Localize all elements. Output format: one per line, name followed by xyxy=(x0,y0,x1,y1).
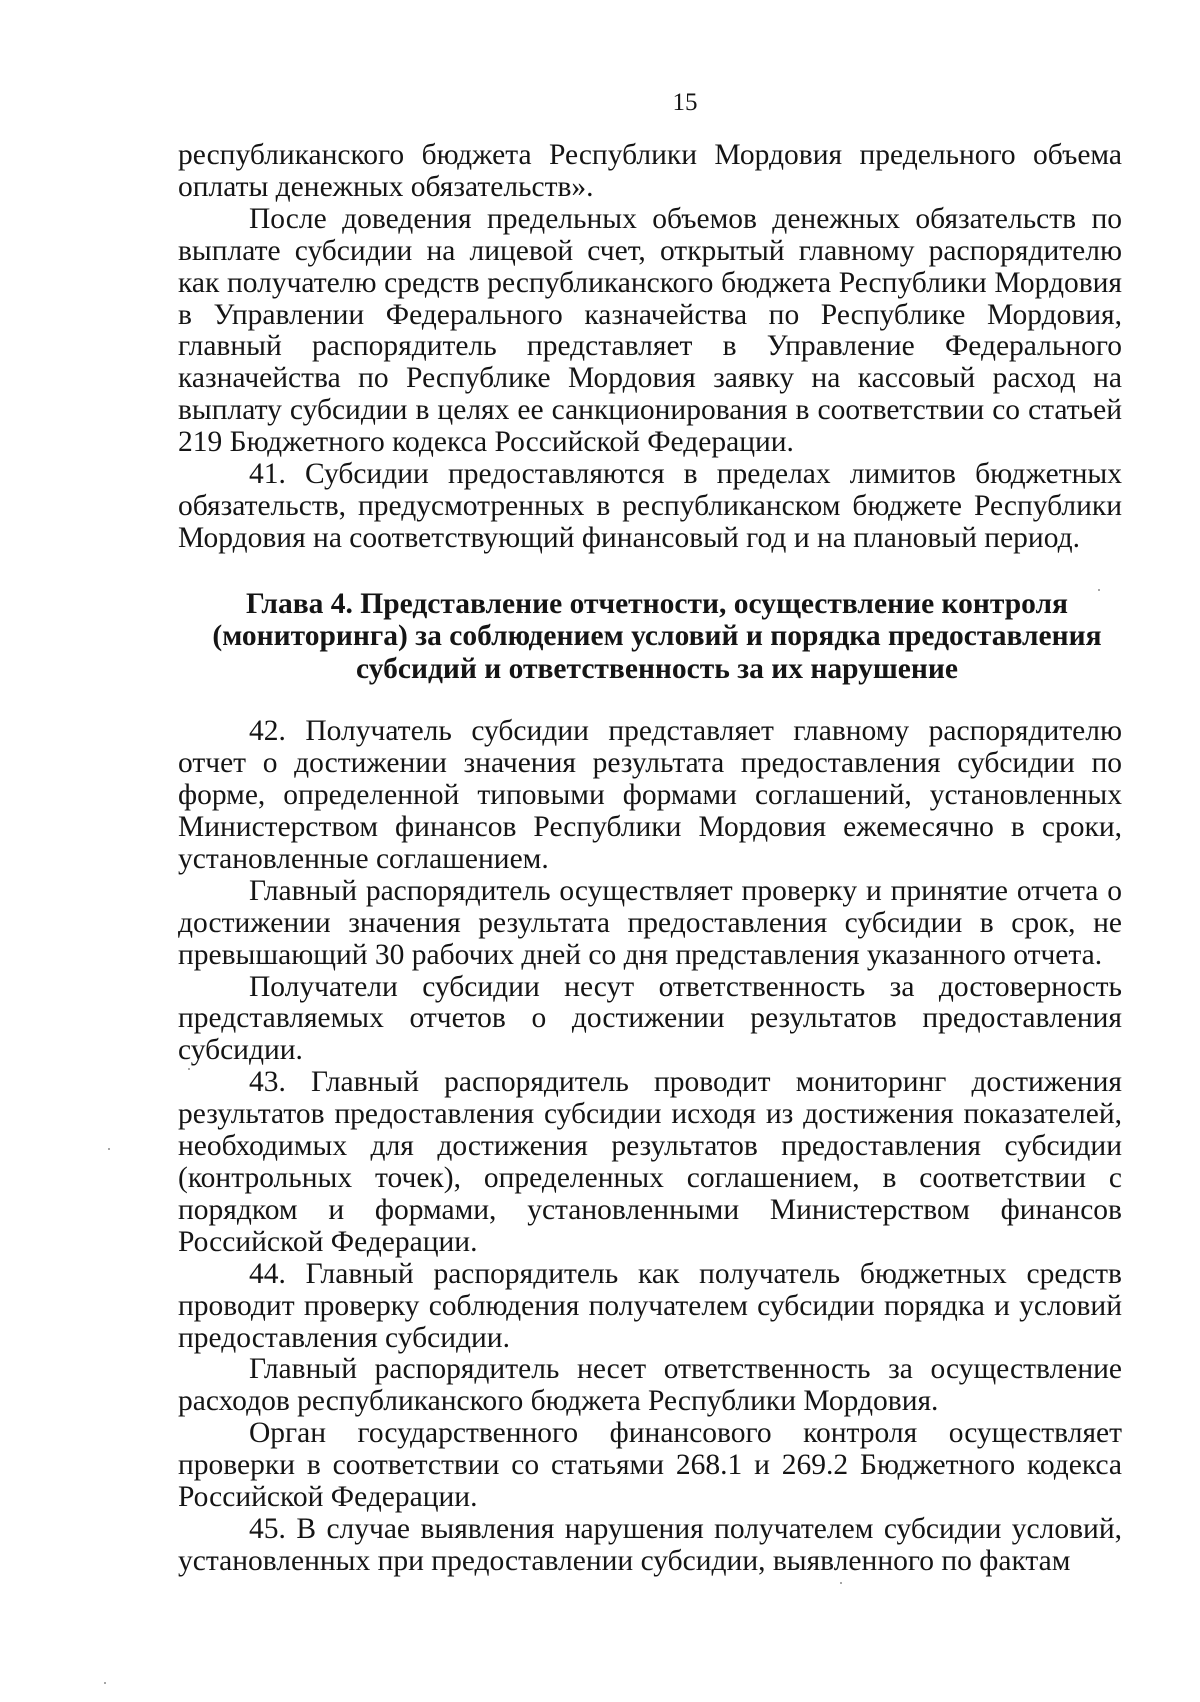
paragraph: Главный распорядитель осуществляет проверку и принятие отчета о достижении значения результата предоставления субсидии в срок, не превышающий 30 рабочих дней со дня представления указанного отчета. xyxy=(178,874,1122,971)
paragraph: республиканского бюджета Республики Мордовия предельного объема оплаты денежных обязательств». xyxy=(178,139,1122,203)
paragraph-42: 42. Получатель субсидии представляет главному распорядителю отчет о достижении значения результата предоставления субсидии по форме, определенной типовыми формами соглашений, установленных Министерством финансов Республики Мордовия ежемесячно в сроки, установленные соглашением. xyxy=(178,715,1122,875)
chapter-heading-line: Глава 4. Представление отчетности, осуществление контроля xyxy=(245,587,1069,620)
document-body xyxy=(178,140,1122,1578)
paragraph-44: 44. Главный распорядитель как получатель бюджетных средств проводит проверку соблюдения получателем субсидии порядка и условий предоставления субсидии. xyxy=(178,1257,1122,1354)
chapter-heading-line: субсидий и ответственность за их нарушение xyxy=(356,652,958,685)
paragraph-45: 45. В случае выявления нарушения получателем субсидии условий, установленных при предоставлении субсидии, выявленного по фактам xyxy=(178,1512,1122,1577)
paragraph: Главный распорядитель несет ответственность за осуществление расходов республиканского бюджета Республики Мордовия. xyxy=(178,1353,1122,1418)
scan-speck xyxy=(188,1068,190,1070)
paragraph: После доведения предельных объемов денежных обязательств по выплате субсидии на лицевой счет, открытый главному распорядителю как получателю средств республиканского бюджета Республики Мордовия в Управлении Федерального казначейства по Республике Мордовия, главный распорядитель представляет в Управление Федерального казначейства по Республике Мордовия заявку на кассовый расход на выплату субсидии в целях ее санкционирования в соответствии со статьей 219 Бюджетного кодекса Российской Федерации. xyxy=(178,202,1122,459)
chapter-heading xyxy=(178,588,1122,686)
page-number: 15 xyxy=(672,89,698,116)
paragraph-43: 43. Главный распорядитель проводит мониторинг достижения результатов предоставления субсидии исходя из достижения показателей, необходимых для достижения результатов предоставления субсидии (контрольных точек), определенных соглашением, в соответствии с порядком и формами, установленными Министерством финансов Российской Федерации. xyxy=(178,1066,1122,1258)
scan-speck xyxy=(840,1582,842,1584)
scan-speck xyxy=(108,1148,110,1150)
chapter-heading-line: (мониторинга) за соблюдением условий и порядка предоставления xyxy=(212,620,1102,653)
scan-speck xyxy=(1098,589,1100,591)
paragraph: Орган государственного финансового контроля осуществляет проверки в соответствии со статьями 268.1 и 269.2 Бюджетного кодекса Российской Федерации. xyxy=(178,1417,1122,1514)
paragraph: Получатели субсидии несут ответственность за достоверность представляемых отчетов о достижении результатов предоставления субсидии. xyxy=(178,970,1122,1067)
paragraph-41: 41. Субсидии предоставляются в пределах лимитов бюджетных обязательств, предусмотренных в республиканском бюджете Республики Мордовия на соответствующий финансовый год и на плановый период. xyxy=(178,458,1122,554)
scan-speck xyxy=(104,1682,106,1684)
